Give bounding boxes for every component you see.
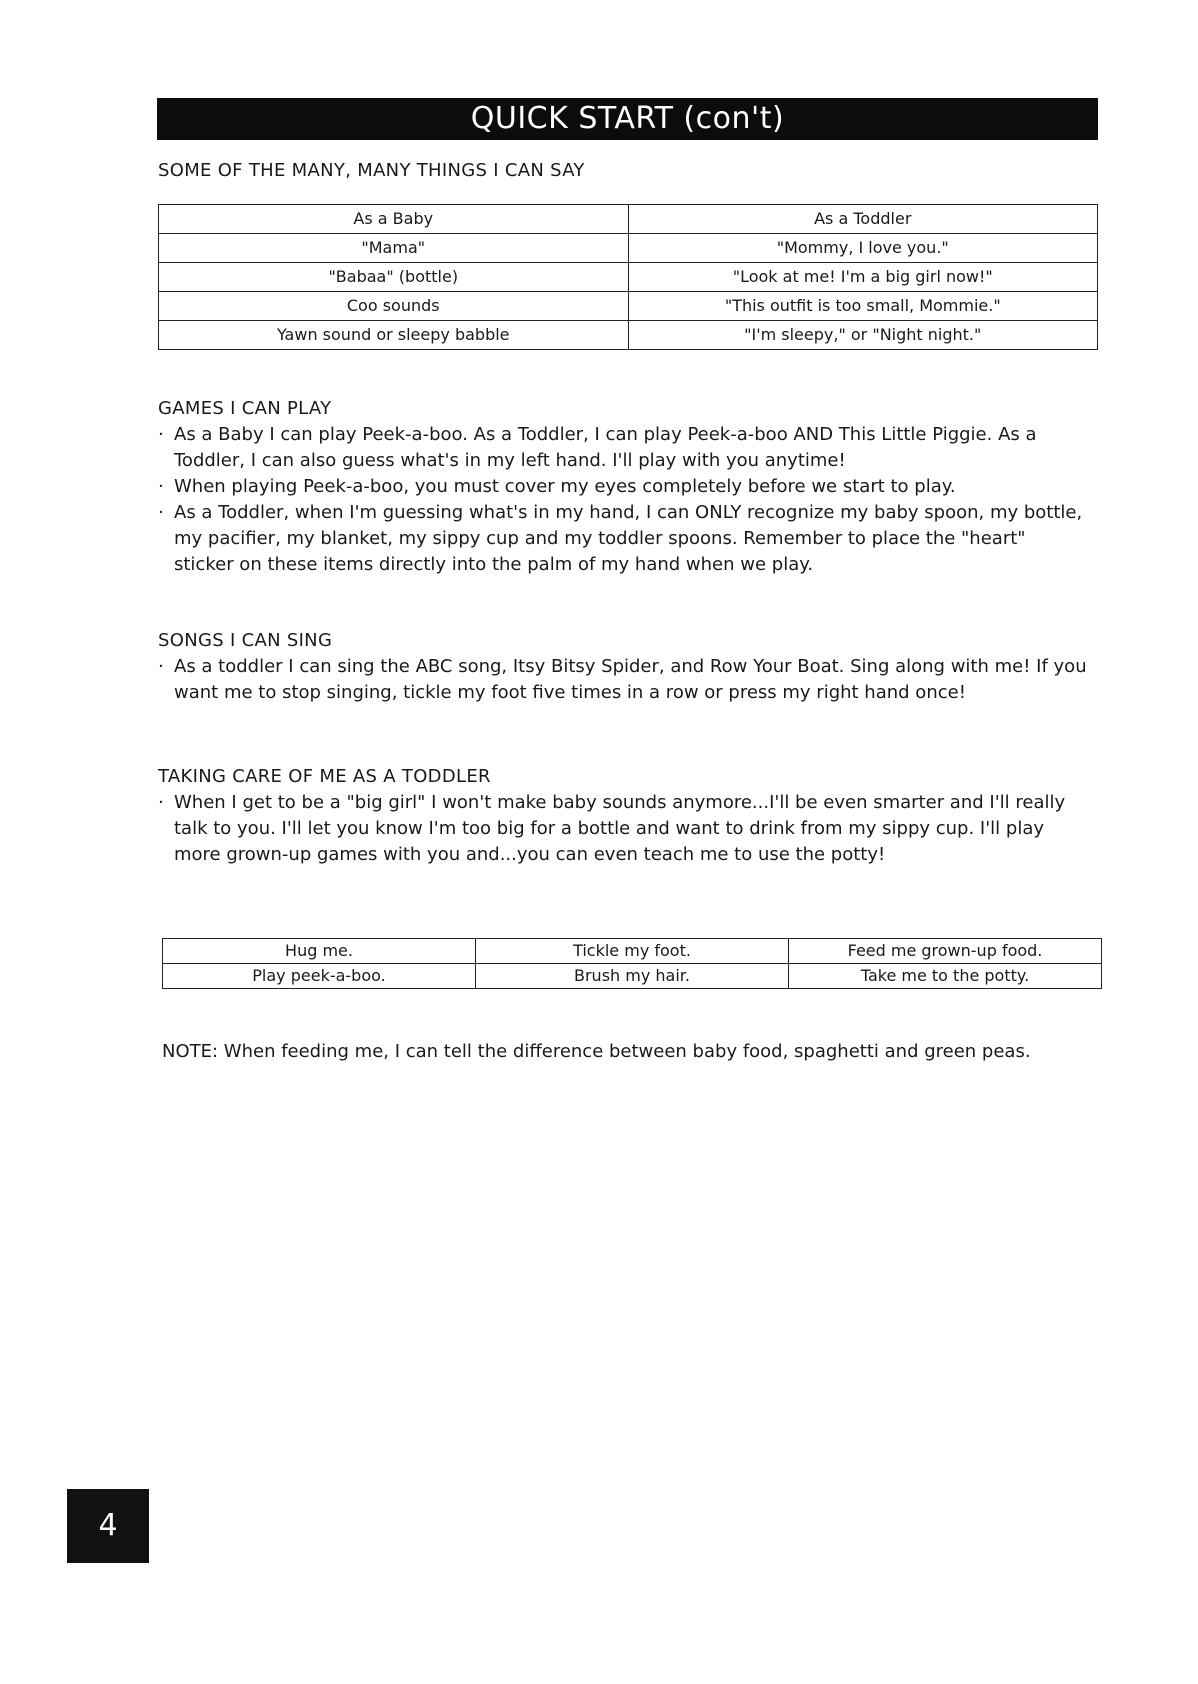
games-section bbox=[158, 422, 1088, 578]
list-item-text: When playing Peek-a-boo, you must cover my eyes completely before we start to play. bbox=[174, 476, 956, 497]
table-row bbox=[159, 234, 1098, 263]
table-row bbox=[163, 964, 1102, 989]
bullet-marker: · bbox=[158, 476, 164, 497]
list-item bbox=[158, 500, 1088, 578]
list-item-text: As a Toddler, when I'm guessing what's in my hand, I can ONLY recognize my baby spoon, my bottle, my pacifier, my blanket, my sippy cup and my toddler spoons. Remember to place the "heart" sticker on these items directly into the palm of my hand when we play. bbox=[174, 502, 1083, 575]
list-item bbox=[158, 654, 1088, 706]
column-header-toddler: As a Toddler bbox=[628, 205, 1098, 234]
actions-table bbox=[162, 938, 1102, 989]
list-item bbox=[158, 422, 1088, 474]
table-cell: Tickle my foot. bbox=[476, 939, 789, 964]
bullet-marker: · bbox=[158, 424, 164, 445]
bullet-marker: · bbox=[158, 656, 164, 677]
table-cell: Coo sounds bbox=[159, 292, 629, 321]
list-item bbox=[158, 790, 1088, 868]
list-item bbox=[158, 474, 1088, 500]
songs-section bbox=[158, 654, 1088, 706]
table-row bbox=[163, 939, 1102, 964]
songs-heading: SONGS I CAN SING bbox=[158, 630, 333, 651]
table-header-row bbox=[159, 205, 1098, 234]
table-cell: "Look at me! I'm a big girl now!" bbox=[628, 263, 1098, 292]
care-heading: TAKING CARE OF ME AS A TODDLER bbox=[158, 766, 491, 787]
table-cell: Play peek-a-boo. bbox=[163, 964, 476, 989]
list-item-text: When I get to be a "big girl" I won't make baby sounds anymore...I'll be even smarter and I'll really talk to you. I'll let you know I'm too big for a bottle and want to drink from my sippy cup. I'll play more grown-up games with you and...you can even teach me to use the potty! bbox=[174, 792, 1066, 865]
list-item-text: As a toddler I can sing the ABC song, Itsy Bitsy Spider, and Row Your Boat. Sing along with me! If you want me to stop singing, tickle my foot five times in a row or press my right hand once! bbox=[174, 656, 1087, 703]
table-cell: "Babaa" (bottle) bbox=[159, 263, 629, 292]
page-banner: QUICK START (con't) bbox=[157, 98, 1098, 140]
bullet-marker: · bbox=[158, 502, 164, 523]
bullet-marker: · bbox=[158, 792, 164, 813]
table-row bbox=[159, 292, 1098, 321]
says-heading: SOME OF THE MANY, MANY THINGS I CAN SAY bbox=[158, 160, 585, 181]
table-cell: "Mommy, I love you." bbox=[628, 234, 1098, 263]
table-cell: Hug me. bbox=[163, 939, 476, 964]
table-cell: "Mama" bbox=[159, 234, 629, 263]
games-heading: GAMES I CAN PLAY bbox=[158, 398, 332, 419]
table-cell: "I'm sleepy," or "Night night." bbox=[628, 321, 1098, 350]
table-cell: "This outfit is too small, Mommie." bbox=[628, 292, 1098, 321]
column-header-baby: As a Baby bbox=[159, 205, 629, 234]
table-cell: Brush my hair. bbox=[476, 964, 789, 989]
feeding-note: NOTE: When feeding me, I can tell the difference between baby food, spaghetti and green peas. bbox=[162, 1041, 1031, 1062]
says-table bbox=[158, 204, 1098, 350]
list-item-text: As a Baby I can play Peek-a-boo. As a Toddler, I can play Peek-a-boo AND This Little Piggie. As a Toddler, I can also guess what's in my left hand. I'll play with you anytime! bbox=[174, 424, 1037, 471]
page-number: 4 bbox=[67, 1489, 149, 1563]
table-cell: Take me to the potty. bbox=[789, 964, 1102, 989]
table-cell: Feed me grown-up food. bbox=[789, 939, 1102, 964]
table-row bbox=[159, 321, 1098, 350]
table-row bbox=[159, 263, 1098, 292]
care-section bbox=[158, 790, 1088, 868]
table-cell: Yawn sound or sleepy babble bbox=[159, 321, 629, 350]
